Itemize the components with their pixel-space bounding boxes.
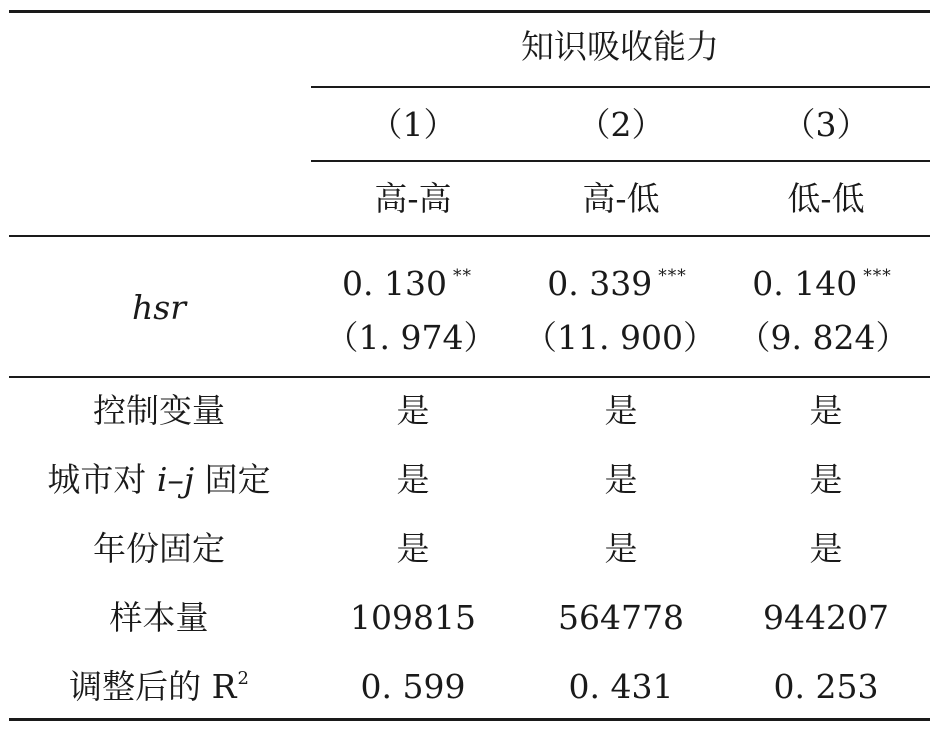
- row-controls-val-3: 是: [809, 391, 843, 430]
- row-sample-size-val-2: 564778: [558, 598, 684, 637]
- row-sample-size-val-3: 944207: [763, 598, 889, 637]
- row-city-pair-fe-val-2: 是: [604, 460, 638, 499]
- hsr-coef-3: [752, 264, 892, 303]
- col-type-3: 低-低: [787, 179, 865, 218]
- top-rule: [9, 10, 930, 13]
- group-title: 知识吸收能力: [521, 27, 719, 66]
- hsr-coef-1: [342, 264, 472, 303]
- row-adj-r2-val-2: 0. 431: [568, 667, 674, 706]
- row-label-year-fe: 年份固定: [93, 529, 225, 568]
- group-rule: [311, 86, 930, 88]
- label-italic: i–j: [156, 460, 195, 499]
- hsr-tstat-3: （9. 824）: [737, 318, 909, 357]
- col-number-2: （2）: [577, 105, 665, 144]
- row-controls-val-1: 是: [396, 391, 430, 430]
- coef-value: 0. 130: [342, 264, 447, 303]
- col-type-2: 高-低: [582, 179, 660, 218]
- header-rule: [311, 160, 930, 162]
- hsr-tstat-2: （11. 900）: [524, 318, 716, 357]
- label-text: 调整后的 R: [69, 667, 237, 706]
- row-year-fe-val-2: 是: [604, 529, 638, 568]
- row-label-sample-size: 样本量: [109, 598, 209, 637]
- row-city-pair-fe-val-1: 是: [396, 460, 430, 499]
- hsr-tstat-1: （1. 974）: [325, 318, 497, 357]
- row-label-controls: 控制变量: [93, 391, 225, 430]
- row-sample-size-val-1: 109815: [350, 598, 476, 637]
- row-adj-r2-val-3: 0. 253: [773, 667, 879, 706]
- col-number-3: （3）: [782, 105, 870, 144]
- coef-value: 0. 140: [752, 264, 858, 303]
- coef-value: 0. 339: [547, 264, 653, 303]
- row-city-pair-fe-val-3: 是: [809, 460, 843, 499]
- row-year-fe-val-1: 是: [396, 529, 430, 568]
- col-number-1: （1）: [369, 105, 457, 144]
- body-top-rule: [9, 235, 930, 237]
- significance-stars: ***: [658, 266, 687, 286]
- controls-rule: [9, 376, 930, 378]
- hsr-label: hsr: [132, 288, 186, 327]
- col-type-1: 高-高: [374, 179, 452, 218]
- significance-stars: **: [452, 266, 472, 286]
- hsr-coef-2: [547, 264, 687, 303]
- label-suffix: 固定: [194, 460, 271, 499]
- row-label-city-pair-fe: [47, 460, 271, 499]
- row-controls-val-2: 是: [604, 391, 638, 430]
- label-superscript: 2: [237, 668, 249, 689]
- row-label-adj-r2: [69, 667, 249, 706]
- significance-stars: ***: [863, 266, 892, 286]
- row-year-fe-val-3: 是: [809, 529, 843, 568]
- label-prefix: 城市对: [47, 460, 157, 499]
- bottom-rule: [9, 718, 930, 721]
- row-adj-r2-val-1: 0. 599: [360, 667, 466, 706]
